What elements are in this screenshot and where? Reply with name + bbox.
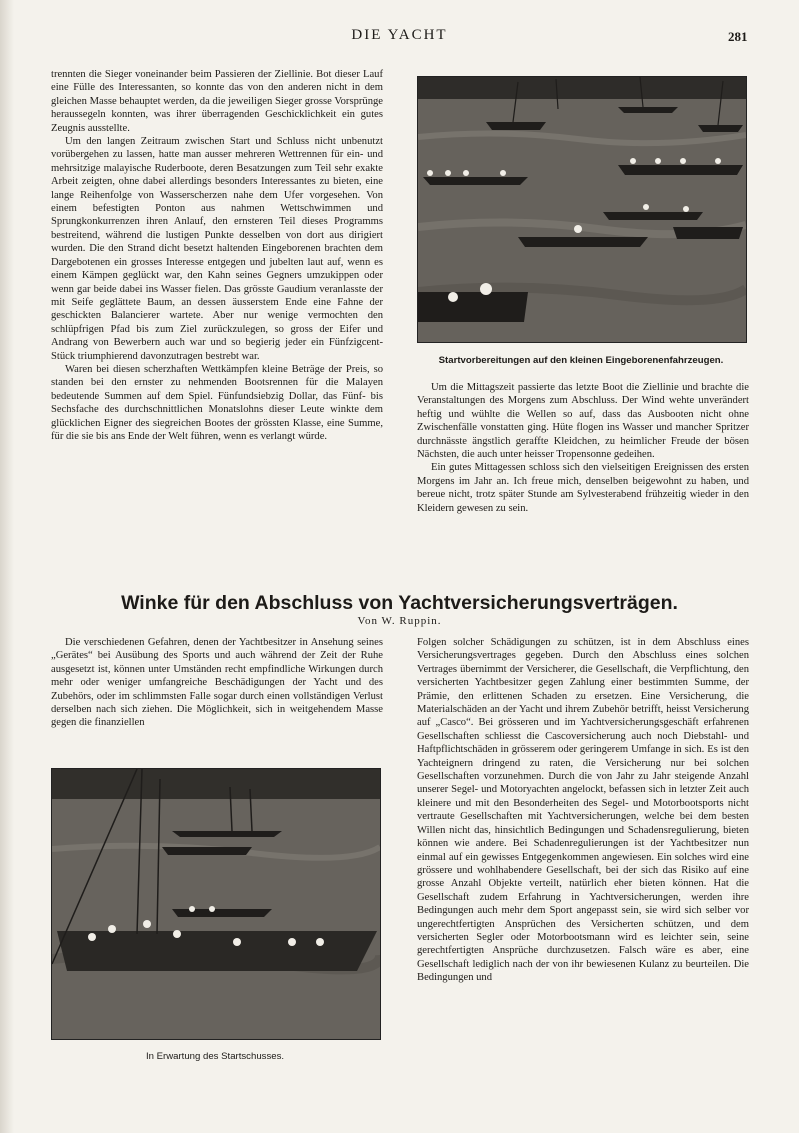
- photo-sailing-boats: [51, 768, 381, 1040]
- photo-sailing-boats-icon: [52, 769, 380, 1039]
- photo-native-boats: [417, 76, 747, 343]
- article-byline: Von W. Ruppin.: [357, 615, 442, 627]
- left-column-top: [51, 68, 383, 443]
- right-column-top: [417, 381, 749, 515]
- paragraph: Waren bei diesen scherzhaften Wettkämpfen kleine Beträge der Preis, so standen bei den ernster zu nehmenden Bootsrennen für die Malayen bedeutende Summen auf dem Spiel. Fünfundsiebzig Dollar, das Fünf- bis Sechsfache des durchschnittlichen Monatslohns dieser Leute winkte dem glücklichen Eigner des siegreichen Bootes der grössten Klasse, eine Summe, für die sie bis ans Ende der Welt führen, wenn es verlangt würde.: [51, 363, 383, 442]
- paragraph: Ein gutes Mittagessen schloss sich den vielseitigen Ereignissen des ersten Morgens im Jahr an. Ich freue mich, denselben beigewohnt zu haben, und bereue nicht, trotz später Stunde am Sylvesterabend frühzeitig wieder in den Kleidern gewesen zu sein.: [417, 462, 749, 514]
- photo-caption-sailing-boats: In Erwartung des Startschusses.: [145, 1051, 285, 1062]
- paragraph: trennten die Sieger voneinander beim Passieren der Ziellinie. Bot dieser Lauf eine Fülle des Interessanten, so konnte das von den anderen nicht in dem gleichen Masse behauptet werden, da die jeweiligen Sieger grosse Vorsprünge heraussegeln konnten, was ihrer überragenden Geschicklichkeit ein gutes Zeugnis ausstellte.: [51, 69, 383, 134]
- paragraph: Die verschiedenen Gefahren, denen der Yachtbesitzer in Ansehung seines „Gerätes“ bei Ausübung des Sports und auch während der Zeit der Ruhe ausgesetzt ist, können unter Umständen recht empfindliche Wirkungen durch mehr oder weniger umfangreiche Beschädigungen der Yacht und des Zubehörs, oder im schlimmsten Falle sogar durch einen vollständigen Verlust derselben nach sich ziehen. Die Möglichkeit, sich in weitgehendem Masse gegen die finanziellen: [51, 637, 383, 729]
- photo-caption-native-boats: Startvorbereitungen auf den kleinen Eingeborenenfahrzeugen.: [438, 355, 724, 366]
- article-headline: Winke für den Abschluss von Yachtversicherungsverträgen.: [121, 592, 678, 614]
- page-edge-shadow: [0, 0, 14, 1133]
- photo-native-boats-icon: [418, 77, 746, 342]
- paragraph: Folgen solcher Schädigungen zu schützen, ist in dem Abschluss eines Versicherungsvertrages gegeben. Durch den Abschluss eines solchen Vertrages übernimmt der Versicherer, die Gesellschaft, die Verpflichtung, den versicherten Yachtbesitzer gegen Zahlung einer bestimmten Summe, der Prämie, den erlittenen Schaden zu ersetzen. Eine Versicherung, die Materialschäden an der Yacht und ihrem Zubehör betrifft, heisst Versicherung auf „Casco“. Bei grösseren und im Yachtversicherungsgeschäft erfahrenen Gesellschaften schliesst die Cascoversicherung auch noch Diebstahl- und Haftpflichtschäden in grösserem oder geringerem Umfange in sich. Es ist den Yachteignern dringend zu raten, die Versicherung nur bei solchen Gesellschaften vorzunehmen. Durch die von Jahr zu Jahr steigende Anzahl unserer Segel- und Motoryachten angelockt, befassen sich in letzter Zeit auch kleinere und mit den Besonderheiten des Segel- und Motorbootsports nicht vertraute Gesellschaften mit Yachtversicherungen, welche bei dem besten Willen nicht das, hinsichtlich Bedingungen und Schadensregulierung, bieten können wie andere. Bei Schadenregulierungen ist der Yachtbesitzer nun einmal auf ein gewisses Entgegenkommen angewiesen. Ein solches wird eine grössere und wohlhabendere Gesellschaft, bei der sich das Risiko auf eine grosse Anzahl Objekte verteilt, natürlich eher bieten können. Hat die Gesellschaft zudem Erfahrung in Yachtversicherungen, werden ihre Bedingungen auch mehr dem Sport angepasst sein, sie wird sich selber vor ungerechtfertigten Ansprüchen des Versicherten schützen, und dem versicherten Segler oder Motorbootsmann wird es leichter sein, seine gerechtfertigten Ansprüche durchzusetzen. Falsch wäre es aber, eine Gesellschaft lediglich nach der von ihr bewiesenen Kulanz zu beurteilen. Die Bedingungen und: [417, 637, 749, 984]
- paragraph: Um die Mittagszeit passierte das letzte Boot die Ziellinie und brachte die Veranstaltungen des Morgens zum Abschluss. Der Wind wehte unverändert heftig und wühlte die Wellen so auf, dass das Ausbooten nicht ohne Zwischenfälle vonstatten ging. Hüte flogen ins Wasser und mancher Spritzer durchnässte ängstlich geraffte Kleidchen, zu heimlicher Freude der bösen Nächsten, die auch unter heisser Tropensonne gedeihen.: [417, 382, 749, 461]
- paragraph: Um den langen Zeitraum zwischen Start und Schluss nicht unbenutzt vorübergehen zu lassen, hatte man ausser mehreren Wettrennen für ein- und mehrsitzige malayische Ruderboote, deren Besatzungen zum Teil sehr exakte Arbeit zeigten, ohne dabei allerdings besonders Interessantes zu bieten, eine lange Reihenfolge von Wasserscherzen nahe dem Ufer vorgesehen. Von einem befestigten Ponton aus nahmen Wettschwimmen und Sprungkonkurrenzen ihren Anlauf, den ernsteren Teil dieses Programms bestreitend, während die lustigen Punkte desselben von dort aus dirigiert wurden. Die den Strand dicht besetzt haltenden Eingeborenen brachten dem Dargebotenen ein grosses Interesse entgegen und jubelten laut auf, wenn es einem Kämpen geglückt war, den Kahn seines Gegners umzukippen oder wenn gar beide dabei ins Wasser fielen. Das grösste Gaudium veranlasste der mit Seife geglättete Baum, an dessen äusserstem Ende eine Fahne der geschickten Balancierer wartete. Aber nur wenige vermochten den schlüpfrigen Pfad bis zum Ziel zurückzulegen, so gross der Eifer und Andrang von Bewerbern auch war und so begierig jeder ein Fünfzigcent-Stück triumphierend davonzutragen bestrebt war.: [51, 136, 383, 362]
- article-right-text: [417, 636, 749, 985]
- running-title: DIE YACHT: [351, 27, 448, 43]
- page-number: 281: [728, 29, 748, 44]
- article-left-intro: [51, 636, 383, 730]
